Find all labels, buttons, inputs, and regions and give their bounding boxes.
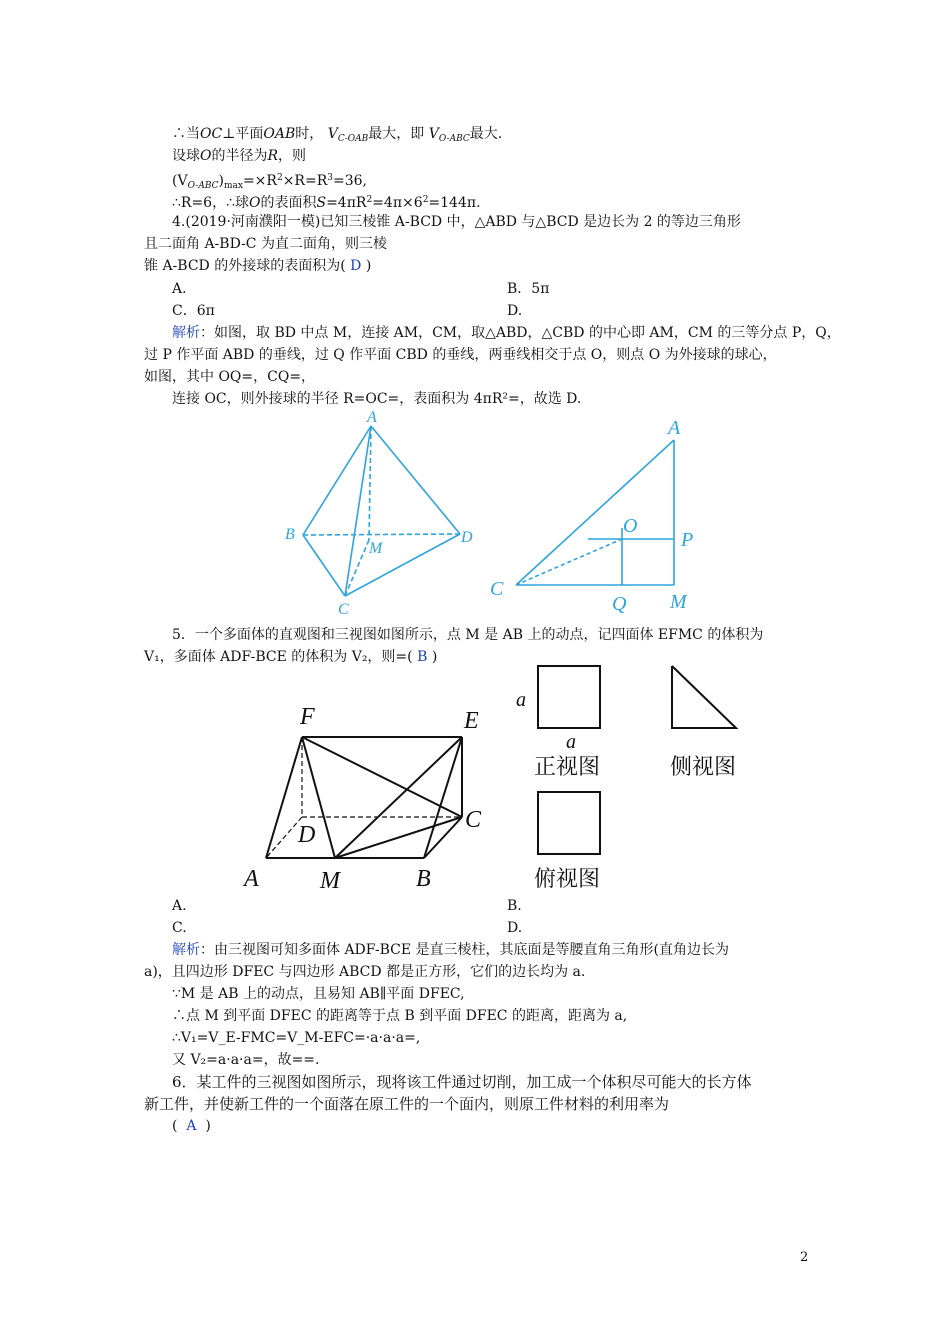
text: 的表面积 — [260, 195, 317, 211]
superscript: 2 — [276, 173, 283, 183]
label-C: C — [338, 601, 349, 618]
dimension-a-bottom: a — [566, 731, 576, 753]
text: 锥 A-BCD 的外接球的表面积为( — [144, 258, 346, 274]
three-views-figure — [512, 660, 752, 892]
dimension-a-left: a — [516, 689, 526, 711]
q6-answer: A — [186, 1118, 197, 1134]
label-M: M — [369, 540, 383, 557]
q5-solution-line-6: 又 V₂=a·a·a=，故==. — [172, 1052, 320, 1068]
solution-label: 解析 — [172, 325, 200, 341]
solution-label: 解析 — [172, 942, 200, 958]
q4-stem-line-2: 且二面角 A-BD-C 为直二面角，则三棱 — [144, 236, 387, 252]
label-A: A — [244, 866, 259, 892]
label-E: E — [464, 708, 479, 734]
text: =144π. — [428, 195, 481, 211]
text: =36, — [332, 173, 367, 189]
label-O: O — [623, 515, 638, 537]
text: 最大，即 — [368, 126, 425, 142]
prev-solution-line-2 — [172, 146, 306, 166]
text: (V — [172, 173, 188, 189]
label-D: D — [298, 822, 316, 848]
text: O — [249, 195, 261, 211]
text: ) — [431, 649, 438, 665]
q4-option-a: A. — [172, 281, 187, 297]
text: ) — [205, 1118, 211, 1134]
label-Q: Q — [612, 593, 627, 615]
subscript: C-OAB — [337, 134, 369, 144]
q5-option-d: D. — [507, 920, 523, 936]
text: 设球 — [172, 148, 200, 164]
q6-stem-line-2: 新工件，并使新工件的一个面落在原工件的一个面内，则原工件材料的利用率为 — [144, 1095, 670, 1113]
top-view-caption: 俯视图 — [534, 866, 601, 891]
subscript: O-ABC — [438, 134, 470, 144]
q5-solution-line-2: a)，且四边形 DFEC 与四边形 ABCD 都是正方形，它们的边长均为 a. — [144, 964, 586, 980]
side-view-triangle — [672, 666, 736, 728]
q5-solution-line-4: ∴点 M 到平面 DFEC 的距离等于点 B 到平面 DFEC 的距离，距离为 a, — [172, 1008, 628, 1024]
q4-stem-line-1: 4.(2019·河南濮阳一模)已知三棱锥 A-BCD 中，△ABD 与△BCD 是边长为 2 的等边三角形 — [172, 214, 741, 230]
q4-solution-line-4: 连接 OC，则外接球的半径 R=OC=，表面积为 4πR²=，故选 D. — [172, 391, 582, 407]
label-M: M — [670, 591, 687, 613]
q5-stem-line-1: 5．一个多面体的直观图和三视图如图所示，点 M 是 AB 上的动点，记四面体 EFMC 的体积为 — [172, 627, 764, 643]
q4-stem-line-3 — [144, 256, 371, 276]
front-view-square — [538, 666, 600, 728]
q5-stem-line-2 — [144, 647, 437, 667]
text: =×R — [242, 173, 277, 189]
label-A: A — [668, 417, 681, 439]
label-M: M — [320, 868, 340, 892]
label-B: B — [416, 866, 431, 892]
label-P: P — [681, 529, 694, 551]
q5-option-c: C. — [172, 920, 187, 936]
text: O — [200, 148, 212, 164]
text: ⊥平面 — [222, 126, 264, 142]
text: R — [267, 148, 279, 164]
text: ) — [365, 258, 372, 274]
q5-answer: B — [417, 649, 428, 665]
tetrahedron-figure — [285, 410, 480, 618]
side-view-caption: 侧视图 — [670, 754, 737, 779]
q5-option-b: B. — [507, 898, 522, 914]
q4-option-c: C．6π — [172, 303, 215, 319]
q6-stem-line-1: 6．某工件的三视图如图所示，现将该工件通过切削，加工成一个体积尽可能大的长方体 — [172, 1073, 752, 1091]
page-number: 2 — [800, 1250, 809, 1265]
top-view-square — [538, 792, 600, 854]
subscript: max — [223, 181, 243, 191]
text: ∴当 — [172, 126, 200, 142]
text: 的半径为 — [211, 148, 268, 164]
label-B: B — [285, 526, 295, 543]
text: V — [428, 126, 439, 142]
q5-option-a: A. — [172, 898, 187, 914]
q4-answer: D — [350, 258, 362, 274]
text: ) — [218, 173, 224, 189]
text: ：如图，取 BD 中点 M，连接 AM，CM，取△ABD，△CBD 的中心即 AM，CM 的三等分点 P，Q， — [200, 325, 841, 341]
q4-option-d: D. — [507, 303, 523, 319]
text: V — [327, 126, 338, 142]
q5-solution-line-1 — [172, 940, 729, 960]
text: OC — [200, 126, 223, 142]
superscript: 2 — [366, 195, 373, 205]
q4-solution-line-2: 过 P 作平面 ABD 的垂线，过 Q 作平面 CBD 的垂线，两垂线相交于点 O，则点 O 为外接球的球心， — [144, 347, 777, 363]
label-D: D — [461, 529, 473, 546]
text: V₁，多面体 ADF-BCE 的体积为 V₂，则=( — [144, 649, 413, 665]
circumcenter-figure — [488, 412, 718, 618]
label-F: F — [300, 704, 315, 730]
label-A: A — [367, 410, 377, 426]
text: OAB — [263, 126, 296, 142]
text: =4πR — [326, 195, 367, 211]
prev-solution-line-4 — [172, 190, 481, 213]
label-C: C — [465, 807, 482, 833]
superscript: 2 — [422, 195, 429, 205]
text: ，则 — [278, 148, 307, 164]
front-view-caption: 正视图 — [534, 754, 601, 779]
text: ( — [172, 1118, 178, 1134]
text: 最大. — [469, 126, 503, 142]
prism-figure — [242, 700, 492, 892]
label-C: C — [490, 578, 504, 600]
text: ×R=R — [282, 173, 328, 189]
text: 时， — [295, 126, 324, 142]
text: =4π×6 — [372, 195, 423, 211]
q5-solution-line-5: ∴V₁=V_E-FMC=V_M-EFC=·a·a·a=, — [172, 1030, 421, 1046]
q6-answer-line — [172, 1116, 211, 1136]
q5-solution-line-3: ∵M 是 AB 上的动点，且易知 AB∥平面 DFEC, — [172, 986, 465, 1002]
text: S — [316, 195, 327, 211]
superscript: 3 — [327, 173, 333, 183]
subscript: O-ABC — [187, 181, 219, 191]
q4-solution-line-1 — [172, 323, 841, 343]
q4-solution-line-3: 如图，其中 OQ=，CQ=， — [144, 369, 316, 385]
q4-option-b: B．5π — [507, 281, 550, 297]
text: ∴R=6，∴球 — [172, 195, 249, 211]
text: ：由三视图可知多面体 ADF-BCE 是直三棱柱，其底面是等腰直角三角形(直角边长为 — [200, 942, 729, 958]
